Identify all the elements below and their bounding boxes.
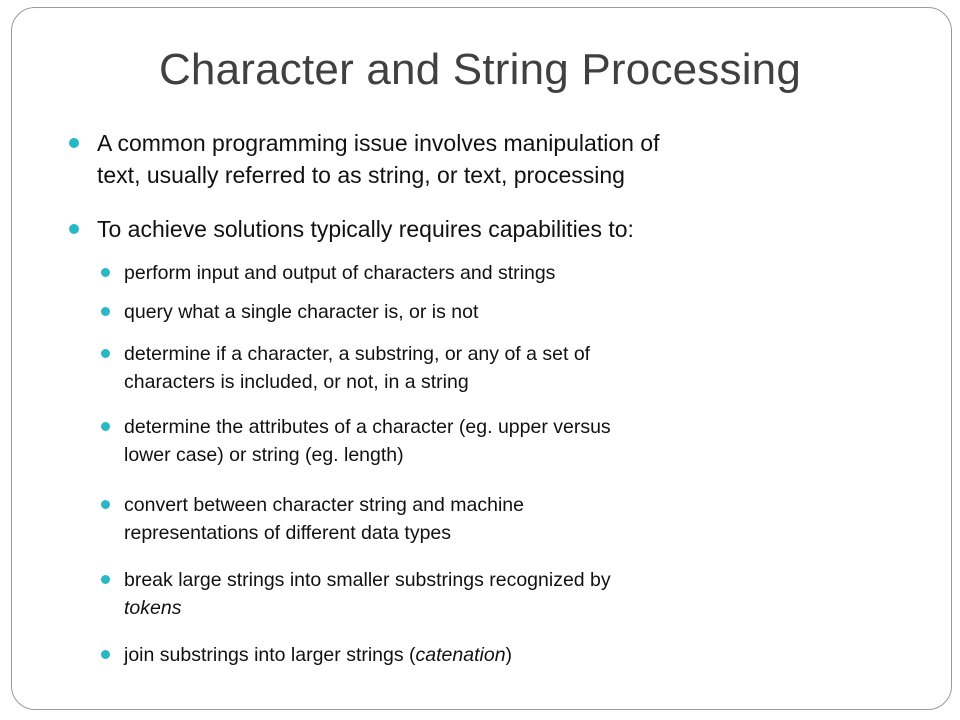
subbullet-text-line: convert between character string and machine xyxy=(124,494,524,516)
subbullet-item xyxy=(124,566,844,622)
subbullet-item xyxy=(124,641,844,669)
bullet-dot-icon xyxy=(69,224,79,234)
subbullet-text-line: break large strings into smaller substrings recognized by xyxy=(124,569,611,591)
bullet-text-line: A common programming issue involves manipulation of xyxy=(97,130,660,156)
bullet-text-line: text, usually referred to as string, or text, processing xyxy=(97,162,625,188)
subbullet-item xyxy=(124,298,844,326)
bullet-text-line: To achieve solutions typically requires capabilities to: xyxy=(97,216,634,242)
subbullet-dot-icon xyxy=(101,307,110,316)
subbullet-dot-icon xyxy=(101,268,110,277)
subbullet-item xyxy=(124,259,844,287)
subbullet-text-line: determine the attributes of a character (eg. upper versus xyxy=(124,416,611,438)
subbullet-text-line: query what a single character is, or is not xyxy=(124,301,479,323)
subbullet-dot-icon xyxy=(101,575,110,584)
subbullet-text-line: representations of different data types xyxy=(124,522,452,544)
subbullet-text-line: lower case) or string (eg. length) xyxy=(124,444,404,466)
subbullet-item xyxy=(124,340,844,396)
subbullet-text-line: determine if a character, a substring, or any of a set of xyxy=(124,343,591,365)
bullet-item xyxy=(97,127,867,191)
subbullet-text-line xyxy=(124,641,844,669)
subbullet-text-line: tokens xyxy=(124,597,182,619)
slide-title: Character and String Processing xyxy=(158,45,802,94)
text-segment: join substrings into larger strings ( xyxy=(124,644,416,666)
bullet-dot-icon xyxy=(69,138,79,148)
subbullet-dot-icon xyxy=(101,349,110,358)
text-segment: ) xyxy=(505,644,513,666)
subbullet-dot-icon xyxy=(101,500,110,509)
italic-text-segment: catenation xyxy=(415,644,506,666)
subbullet-dot-icon xyxy=(101,650,110,659)
subbullet-item xyxy=(124,491,844,547)
subbullet-dot-icon xyxy=(101,422,110,431)
subbullet-item xyxy=(124,413,844,469)
subbullet-text-line: characters is included, or not, in a string xyxy=(124,371,469,393)
bullet-item xyxy=(97,213,867,245)
subbullet-text-line: perform input and output of characters and strings xyxy=(124,262,556,284)
